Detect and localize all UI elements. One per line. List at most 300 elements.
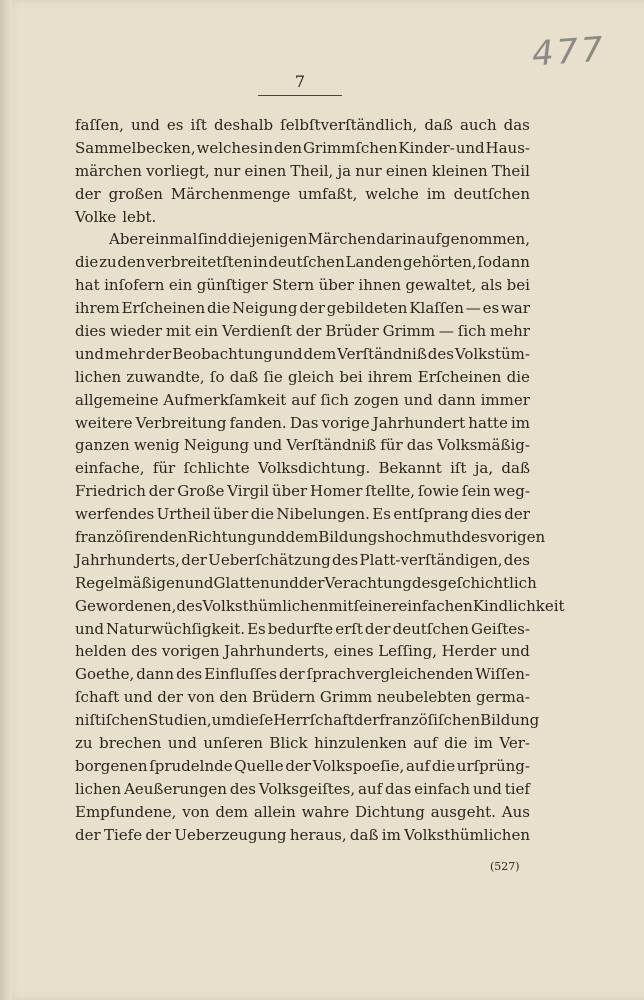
word: Aber	[109, 230, 146, 249]
text-line	[75, 366, 530, 389]
word: welche	[365, 184, 419, 203]
word: ihnen	[358, 276, 402, 295]
word: Aus	[501, 802, 530, 821]
word: ein	[168, 276, 193, 295]
word: und	[256, 528, 286, 547]
word: ausgeht.	[430, 802, 496, 821]
word: ihrem	[75, 299, 120, 318]
word: ſelbſtverſtändlich,	[280, 116, 418, 134]
word: im	[510, 413, 530, 432]
word: diejenigen	[227, 230, 308, 249]
page-number: 7	[294, 72, 306, 91]
word: dann	[136, 665, 175, 684]
page-number-rule	[258, 95, 342, 96]
text-line	[75, 389, 530, 412]
word: mehr	[104, 344, 145, 363]
page-gutter	[0, 0, 12, 1000]
word: ſein	[461, 482, 491, 501]
word: die	[506, 367, 530, 386]
word: ſie	[263, 367, 283, 386]
word: Verſtändniß	[286, 436, 377, 455]
word: ſeiner	[353, 596, 399, 615]
text-line	[75, 206, 530, 229]
word: des	[176, 665, 203, 684]
word: Grimm	[319, 688, 373, 707]
word: des	[332, 550, 359, 569]
word: umfaßt,	[298, 184, 358, 203]
text-line	[75, 709, 540, 732]
word: ja	[337, 161, 352, 180]
word: des	[411, 573, 439, 592]
word: über	[271, 482, 308, 501]
text-line	[75, 137, 530, 160]
word: Naturwüchſigkeit.	[106, 619, 245, 638]
word: Landen	[345, 253, 403, 272]
word: die	[207, 299, 231, 318]
word: unſeren	[203, 734, 263, 753]
word: ja,	[474, 459, 494, 478]
text-line	[75, 572, 537, 595]
word: der	[75, 825, 101, 844]
word: faſſen,	[75, 116, 124, 134]
word: ſtellte,	[365, 482, 415, 501]
body-text	[75, 114, 565, 847]
word: dieſe	[235, 711, 274, 730]
word: franzöſirenden	[75, 528, 188, 547]
word: des	[131, 642, 158, 661]
word: kleinen	[431, 161, 488, 180]
word: Kindlichkeit	[472, 596, 565, 615]
text-line	[75, 480, 530, 503]
text-line	[75, 457, 530, 480]
text-line	[75, 595, 565, 618]
text-line	[75, 824, 530, 847]
word: dies	[470, 505, 502, 524]
word: die	[443, 734, 468, 753]
word: Empfundene,	[75, 802, 177, 821]
text-line	[75, 732, 530, 755]
word: ſprachvergleichenden	[306, 665, 474, 684]
word: iſt	[450, 459, 467, 478]
word: Blick	[269, 734, 308, 753]
word: Tiefe	[103, 825, 143, 844]
word: daß	[424, 116, 453, 134]
word: ſprudelnde	[149, 756, 233, 775]
word: und	[273, 344, 303, 363]
word: den	[219, 688, 248, 707]
word: hat	[75, 276, 100, 295]
word: Volke	[75, 207, 117, 226]
word: in	[253, 253, 268, 272]
word: und	[123, 688, 153, 707]
word: Theil,	[290, 161, 334, 180]
word: Regelmäßigen	[75, 573, 185, 592]
word: fanden.	[229, 413, 287, 432]
word: Virgil	[227, 482, 269, 501]
word: der	[75, 184, 101, 203]
word: ein	[194, 322, 219, 341]
word: —	[465, 299, 481, 318]
word: Verſtändniß	[337, 344, 427, 363]
word: das	[406, 436, 434, 455]
word: ganzen	[75, 436, 130, 455]
word: der	[145, 825, 172, 844]
word: in	[258, 138, 274, 157]
word: die	[75, 253, 99, 272]
word: günſtiger	[196, 276, 268, 295]
word: Aufmerkſamkeit	[163, 390, 287, 409]
word: allein	[253, 802, 296, 821]
word: Große	[177, 482, 225, 501]
word: immer	[480, 390, 530, 409]
word: des	[229, 779, 257, 798]
word: Dichtung	[354, 802, 425, 821]
word: Jahrhunderts,	[224, 642, 330, 661]
word: entſprang	[393, 505, 469, 524]
word: auf	[405, 756, 431, 775]
word: Wiſſen-	[475, 665, 530, 684]
word: im	[473, 734, 493, 753]
word: Aeußerungen	[124, 779, 227, 798]
word: Klaſſen	[409, 299, 464, 318]
word: Ueberzeugung	[174, 825, 287, 844]
word: neubelebten	[376, 688, 472, 707]
word: Theil	[491, 161, 530, 180]
word: die	[431, 756, 456, 775]
word: Leſſing,	[378, 642, 437, 661]
word: die	[250, 505, 274, 524]
word: deutſchen	[453, 184, 530, 203]
word: weitere	[75, 413, 133, 432]
word: des	[503, 550, 530, 569]
word: dem	[285, 528, 319, 547]
word: eines	[333, 642, 374, 661]
word: auf	[358, 779, 383, 798]
word: Goethe,	[75, 665, 135, 684]
word: von	[187, 688, 215, 707]
text-line	[75, 274, 530, 297]
word: der	[145, 344, 172, 363]
word: Beobachtung	[172, 344, 273, 363]
word: Herder	[441, 642, 497, 661]
word: der	[285, 756, 311, 775]
word: Brüdern	[252, 688, 316, 707]
word: der	[353, 711, 380, 730]
word: werfendes	[75, 505, 155, 524]
text-line	[75, 320, 530, 343]
word: lichen	[75, 779, 122, 798]
word: Ver-	[499, 734, 530, 753]
word: ſchlichte	[183, 459, 250, 478]
word: der	[295, 322, 322, 341]
text-line	[75, 526, 546, 549]
text-line	[75, 663, 530, 686]
word: und	[253, 436, 283, 455]
word: erſt	[335, 619, 363, 638]
word: dies	[75, 322, 106, 341]
word: vorigen	[487, 528, 546, 547]
word: Homer	[309, 482, 363, 501]
word: Nibelungen.	[276, 505, 370, 524]
word: über	[318, 276, 354, 295]
word: einfache,	[75, 459, 145, 478]
word: deutſchen	[268, 253, 345, 272]
word: Studien,	[148, 711, 212, 730]
word: und	[455, 138, 485, 157]
word: Volksthümlichen	[404, 825, 530, 844]
word: über	[212, 505, 249, 524]
word: zogen	[353, 390, 399, 409]
word: ſodann	[477, 253, 530, 272]
word: ſo	[209, 367, 225, 386]
word: lichen	[75, 367, 122, 386]
word: Erſcheinen	[121, 299, 206, 318]
word: Grimm	[382, 322, 436, 341]
word: auf	[413, 734, 438, 753]
word: —	[438, 322, 454, 341]
word: Volksdichtung.	[257, 459, 371, 478]
word: auch	[459, 116, 497, 134]
word: einfach	[414, 779, 471, 798]
word: und	[269, 573, 299, 592]
text-line	[75, 297, 530, 320]
word: zu	[75, 734, 93, 753]
word: Es	[247, 619, 266, 638]
word: Herrſchaft	[273, 711, 354, 730]
word: aufgenommen,	[416, 230, 530, 249]
word: Richtung	[187, 528, 257, 547]
word: ſowie	[417, 482, 459, 501]
word: Einfluſſes	[204, 665, 278, 684]
text-line	[75, 228, 530, 251]
word: deshalb	[213, 116, 274, 134]
word: der	[298, 573, 325, 592]
word: Haus-	[485, 138, 530, 157]
text-line	[75, 640, 530, 663]
word: mit	[165, 322, 191, 341]
text-line	[75, 251, 530, 274]
word: verbreitetſten	[146, 253, 253, 272]
word: bedurfte	[267, 619, 334, 638]
text-line	[75, 778, 530, 801]
word: Bildung	[480, 711, 540, 730]
word: und	[75, 619, 104, 638]
word: Volksgeiſtes,	[258, 779, 356, 798]
word: Märchenmenge	[170, 184, 291, 203]
text-line	[75, 114, 530, 137]
word: es	[482, 299, 500, 318]
word: der	[364, 619, 391, 638]
text-line	[75, 160, 530, 183]
word: Grimmſchen	[302, 138, 398, 157]
word: Bildungshochmuth	[318, 528, 462, 547]
word: wahre	[301, 802, 350, 821]
word: im	[381, 825, 401, 844]
word: gewaltet,	[405, 276, 477, 295]
word: geſchichtlich	[438, 573, 537, 592]
text-line	[75, 434, 530, 457]
text-line	[75, 801, 530, 824]
word: und	[75, 344, 104, 363]
word: dem	[303, 344, 337, 363]
word: der	[504, 505, 530, 524]
word: hinzulenken	[314, 734, 407, 753]
word: urſprüng-	[456, 756, 530, 775]
word: das	[503, 116, 530, 134]
word: Volkspoeſie,	[312, 756, 405, 775]
word: des	[461, 528, 488, 547]
word: war	[500, 299, 530, 318]
word: nur	[213, 161, 241, 180]
word: gebildeten	[326, 299, 408, 318]
word: Bekannt	[378, 459, 442, 478]
word: einen	[385, 161, 428, 180]
text-line	[75, 343, 530, 366]
word: der	[157, 688, 183, 707]
word: Neigung	[183, 436, 250, 455]
word: franzöſiſchen	[379, 711, 481, 730]
word: ſich	[457, 322, 487, 341]
word: heraus,	[289, 825, 347, 844]
word: Stern	[272, 276, 315, 295]
word: niſtiſchen	[75, 711, 148, 730]
word: dann	[437, 390, 476, 409]
word: Verdienſt	[221, 322, 292, 341]
word: Sammelbecken,	[75, 138, 196, 157]
word: Erſcheinen	[417, 367, 502, 386]
word: Volkstüm-	[454, 344, 530, 363]
text-line	[75, 412, 530, 435]
word: auf	[291, 390, 316, 409]
word: allgemeine	[75, 390, 159, 409]
text-line	[75, 618, 530, 641]
handwritten-folio-number: 477	[530, 29, 608, 75]
word: inſofern	[104, 276, 165, 295]
word: großen	[108, 184, 163, 203]
word: des	[427, 344, 454, 363]
word: ihrem	[367, 367, 413, 386]
word: deutſchen	[392, 619, 469, 638]
word: Kinder-	[398, 138, 455, 157]
word: vorigen	[161, 642, 220, 661]
word: Das	[289, 413, 319, 432]
word: Verachtung	[324, 573, 412, 592]
word: helden	[75, 642, 127, 661]
word: daß	[349, 825, 379, 844]
word: Volksmäßig-	[437, 436, 530, 455]
word: den	[273, 138, 303, 157]
word: nur	[355, 161, 382, 180]
word: für	[152, 459, 176, 478]
word: borgenen	[75, 756, 148, 775]
text-line	[75, 549, 530, 572]
word: im	[426, 184, 446, 203]
word: den	[117, 253, 146, 272]
word: dem	[215, 802, 249, 821]
word: der	[148, 482, 175, 501]
word: einfachen	[398, 596, 473, 615]
word: und	[500, 642, 530, 661]
word: hatte	[468, 413, 508, 432]
word: und	[130, 116, 160, 134]
word: als	[480, 276, 503, 295]
word: Jahrhundert	[372, 413, 466, 432]
word: und	[184, 573, 214, 592]
word: gehörten,	[403, 253, 477, 272]
word: bei	[339, 367, 363, 386]
word: mit	[328, 596, 354, 615]
word: ſich	[320, 390, 349, 409]
word: Friedrich	[75, 482, 146, 501]
text-line	[75, 503, 530, 526]
word: welches	[196, 138, 258, 157]
signature-mark: (527)	[490, 860, 520, 873]
word: daß	[501, 459, 530, 478]
word: märchen	[75, 161, 142, 180]
word: von	[182, 802, 210, 821]
word: zu	[99, 253, 117, 272]
word: und	[167, 734, 197, 753]
word: iſt	[190, 116, 207, 134]
word: Märchen	[307, 230, 376, 249]
word: der	[181, 550, 207, 569]
word: tief	[504, 779, 530, 798]
word: lebt.	[122, 207, 157, 226]
word: Ueberſchätzung	[208, 550, 331, 569]
word: Jahrhunderts,	[75, 550, 180, 569]
word: des	[176, 596, 203, 615]
text-line	[75, 686, 530, 709]
word: Platt-verſtändigen,	[359, 550, 503, 569]
word: Urtheil	[156, 505, 211, 524]
word: Neigung	[232, 299, 298, 318]
word: der	[279, 665, 305, 684]
word: Geiſtes-	[471, 619, 530, 638]
word: einmal	[145, 230, 198, 249]
word: wieder	[109, 322, 162, 341]
word: weg-	[493, 482, 530, 501]
word: Es	[372, 505, 391, 524]
word: ſind	[197, 230, 228, 249]
word: der	[299, 299, 325, 318]
word: um	[211, 711, 236, 730]
word: Gewordenen,	[75, 596, 177, 615]
word: Brüder	[325, 322, 379, 341]
word: brechen	[99, 734, 162, 753]
word: es	[166, 116, 184, 134]
word: vorige	[321, 413, 370, 432]
word: und	[472, 779, 502, 798]
text-line	[75, 183, 530, 206]
word: wenig	[133, 436, 180, 455]
word: Glatten	[213, 573, 270, 592]
word: Volksthümlichen	[202, 596, 329, 615]
word: für	[380, 436, 403, 455]
word: gleich	[287, 367, 335, 386]
text-line	[75, 755, 530, 778]
word: ſchaft	[75, 688, 120, 707]
word: das	[385, 779, 412, 798]
word: darin	[376, 230, 417, 249]
word: germa-	[476, 688, 530, 707]
word: vorliegt,	[146, 161, 210, 180]
word: daß	[229, 367, 259, 386]
word: mehr	[490, 322, 530, 341]
word: Quelle	[234, 756, 284, 775]
word: zuwandte,	[126, 367, 205, 386]
word: Verbreitung	[135, 413, 227, 432]
word: und	[403, 390, 433, 409]
